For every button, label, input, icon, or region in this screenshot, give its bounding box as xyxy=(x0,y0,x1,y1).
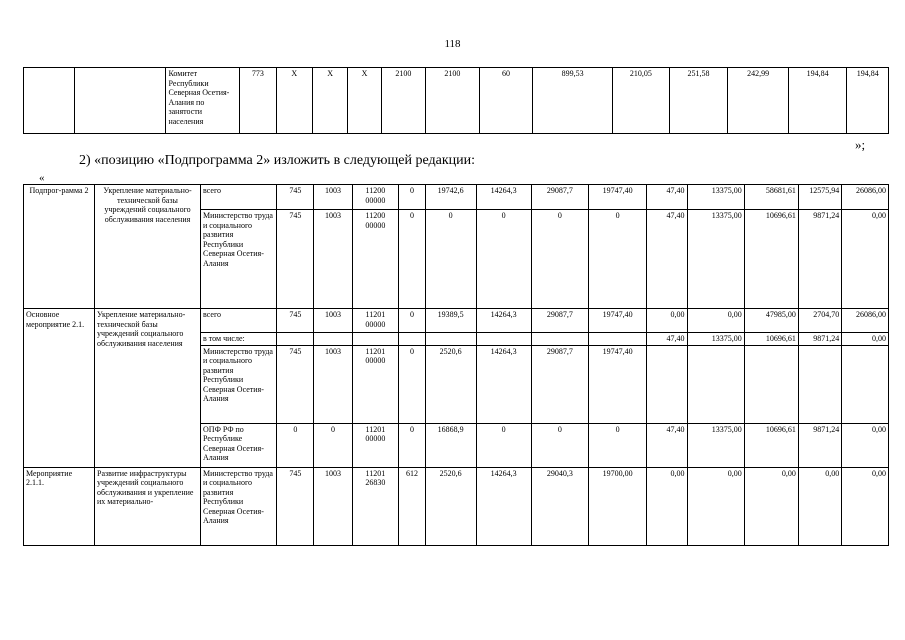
table-cell: 29087,7 xyxy=(531,345,588,423)
table-cell: 10696,61 xyxy=(744,210,798,309)
table-cell: 29087,7 xyxy=(531,309,588,333)
table-cell: 19747,40 xyxy=(588,309,646,333)
table-cell: 26086,00 xyxy=(842,185,889,210)
table-cell: 2520,6 xyxy=(425,345,476,423)
table-cell: 11200 00000 xyxy=(352,185,399,210)
table-cell: 2520,6 xyxy=(425,467,476,545)
table-cell: 47,40 xyxy=(647,333,687,346)
opening-quote: « xyxy=(39,172,45,184)
page-number: 118 xyxy=(444,38,461,50)
table-cell: 9871,24 xyxy=(798,333,841,346)
table-cell: 19742,6 xyxy=(425,185,476,210)
table-cell: Х xyxy=(276,68,312,134)
table-cell: 47,40 xyxy=(647,210,687,309)
table-cell: 0,00 xyxy=(842,423,889,467)
table-cell: 60 xyxy=(479,68,533,134)
table-cell: 11200 00000 xyxy=(352,210,399,309)
table-cell: 1003 xyxy=(314,185,352,210)
table-cell: 14264,3 xyxy=(476,345,531,423)
table-cell: Министерство труда и социального развития Республики Северная Осетия-Алания xyxy=(201,345,277,423)
table-cell: 1003 xyxy=(314,210,352,309)
table-cell: 10696,61 xyxy=(744,333,798,346)
table-cell: 14264,3 xyxy=(476,185,531,210)
table-cell xyxy=(588,333,646,346)
table-cell: ОПФ РФ по Республике Северная Осетия-Алания xyxy=(201,423,277,467)
table-cell: 0 xyxy=(531,423,588,467)
table-cell: 0 xyxy=(277,423,314,467)
table-cell: 0 xyxy=(399,345,426,423)
table-cell: 0,00 xyxy=(798,467,841,545)
table-cell: 47,40 xyxy=(647,423,687,467)
closing-quote: »; xyxy=(855,137,866,152)
table-cell: 9871,24 xyxy=(798,423,841,467)
table-cell: 0 xyxy=(531,210,588,309)
table-cell: 10696,61 xyxy=(744,423,798,467)
table-cell: 1003 xyxy=(314,467,352,545)
table-cell: Комитет Республики Северная Осетия-Алания по занятости населения xyxy=(166,68,240,134)
table-cell: 194,84 xyxy=(847,68,889,134)
table-cell: 19747,40 xyxy=(588,185,646,210)
table-row xyxy=(24,309,889,333)
table-cell: 1003 xyxy=(314,345,352,423)
table-cell: 11201 00000 xyxy=(352,423,399,467)
table-cell: 0 xyxy=(425,210,476,309)
top-table xyxy=(23,67,889,134)
table-cell xyxy=(352,333,399,346)
table-cell: Х xyxy=(312,68,347,134)
table-cell: 0,00 xyxy=(842,467,889,545)
table-cell xyxy=(744,345,798,423)
table-cell xyxy=(425,333,476,346)
table-cell: 210,05 xyxy=(613,68,670,134)
table-cell xyxy=(277,333,314,346)
table-cell: 47,40 xyxy=(647,185,687,210)
table-cell xyxy=(798,345,841,423)
program-name-cell: Основное мероприятие 2.1. xyxy=(24,309,95,468)
table-cell: 26086,00 xyxy=(842,309,889,333)
table-cell xyxy=(476,333,531,346)
table-cell: 0,00 xyxy=(842,333,889,346)
table-cell: 11201 00000 xyxy=(352,345,399,423)
table-cell: 19700,00 xyxy=(588,467,646,545)
table-cell: 0 xyxy=(399,309,426,333)
table-cell: 19747,40 xyxy=(588,345,646,423)
table-cell: 0 xyxy=(314,423,352,467)
table-cell: 47985,00 xyxy=(744,309,798,333)
table-cell: 11201 26830 xyxy=(352,467,399,545)
program-description-cell: Укрепление материально-технической базы учреждений социального обслуживания населения xyxy=(95,309,201,468)
table-cell: 0,00 xyxy=(647,467,687,545)
table-cell xyxy=(842,345,889,423)
table-cell: 13375,00 xyxy=(687,423,744,467)
table-cell: всего xyxy=(201,185,277,210)
table-cell: 9871,24 xyxy=(798,210,841,309)
table-cell: 16868,9 xyxy=(425,423,476,467)
table-cell: всего xyxy=(201,309,277,333)
table-cell: 0,00 xyxy=(687,467,744,545)
table-cell: 11201 00000 xyxy=(352,309,399,333)
table-cell: 745 xyxy=(277,185,314,210)
table-cell: 1003 xyxy=(314,309,352,333)
table-cell xyxy=(314,333,352,346)
table-cell: 251,58 xyxy=(669,68,728,134)
table-cell: 13375,00 xyxy=(687,210,744,309)
table-cell: 14264,3 xyxy=(476,309,531,333)
table-cell: 745 xyxy=(277,345,314,423)
table-cell: 0,00 xyxy=(744,467,798,545)
table-cell xyxy=(74,68,166,134)
table-cell: 19389,5 xyxy=(425,309,476,333)
table-cell: 14264,3 xyxy=(476,467,531,545)
table-cell xyxy=(687,345,744,423)
table-cell: 12575,94 xyxy=(798,185,841,210)
table-cell: 2704,70 xyxy=(798,309,841,333)
table-cell: 2100 xyxy=(381,68,425,134)
table-cell: 899,53 xyxy=(533,68,613,134)
program-name-cell: Мероприятие 2.1.1. xyxy=(24,467,95,545)
table-cell: 13375,00 xyxy=(687,185,744,210)
table-cell: 773 xyxy=(240,68,276,134)
table-cell: 0 xyxy=(399,210,426,309)
table-cell: 0,00 xyxy=(647,309,687,333)
table-cell: 13375,00 xyxy=(687,333,744,346)
table-cell xyxy=(531,333,588,346)
table-cell: 0 xyxy=(588,210,646,309)
table-cell: 612 xyxy=(399,467,426,545)
table-cell: в том числе: xyxy=(201,333,277,346)
table-cell: 0 xyxy=(399,185,426,210)
table-row xyxy=(24,185,889,210)
table-cell: 29087,7 xyxy=(531,185,588,210)
table-cell: 194,84 xyxy=(788,68,847,134)
table-cell: 745 xyxy=(277,210,314,309)
program-description-cell: Укрепление материально-технической базы учреждений социального обслуживания населения xyxy=(95,185,201,309)
table-cell: 0 xyxy=(399,423,426,467)
table-cell: 0 xyxy=(476,210,531,309)
table-cell: 2100 xyxy=(426,68,480,134)
table-cell xyxy=(647,345,687,423)
table-cell: 29040,3 xyxy=(531,467,588,545)
table-cell: Министерство труда и социального развития Республики Северная Осетия-Алания xyxy=(201,210,277,309)
table-cell: 0,00 xyxy=(687,309,744,333)
table-cell: 745 xyxy=(277,309,314,333)
table-cell: 0 xyxy=(476,423,531,467)
program-description-cell: Развитие инфраструктуры учреждений социального обслуживания и укрепление их материально- xyxy=(95,467,201,545)
amendment-instruction: 2) «позицию «Подпрограмма 2» изложить в следующей редакции: xyxy=(79,153,476,168)
table-cell: Министерство труда и социального развития Республики Северная Осетия-Алания xyxy=(201,467,277,545)
table-cell: 58681,61 xyxy=(744,185,798,210)
table-row xyxy=(24,467,889,545)
table-cell: Х xyxy=(348,68,381,134)
table-cell: 0 xyxy=(588,423,646,467)
table-cell xyxy=(399,333,426,346)
table-cell: 745 xyxy=(277,467,314,545)
table-row xyxy=(24,68,889,134)
table-cell: 242,99 xyxy=(728,68,789,134)
table-cell: 0,00 xyxy=(842,210,889,309)
program-name-cell: Подпрог-рамма 2 xyxy=(24,185,95,309)
main-table xyxy=(23,184,889,546)
table-cell xyxy=(24,68,75,134)
